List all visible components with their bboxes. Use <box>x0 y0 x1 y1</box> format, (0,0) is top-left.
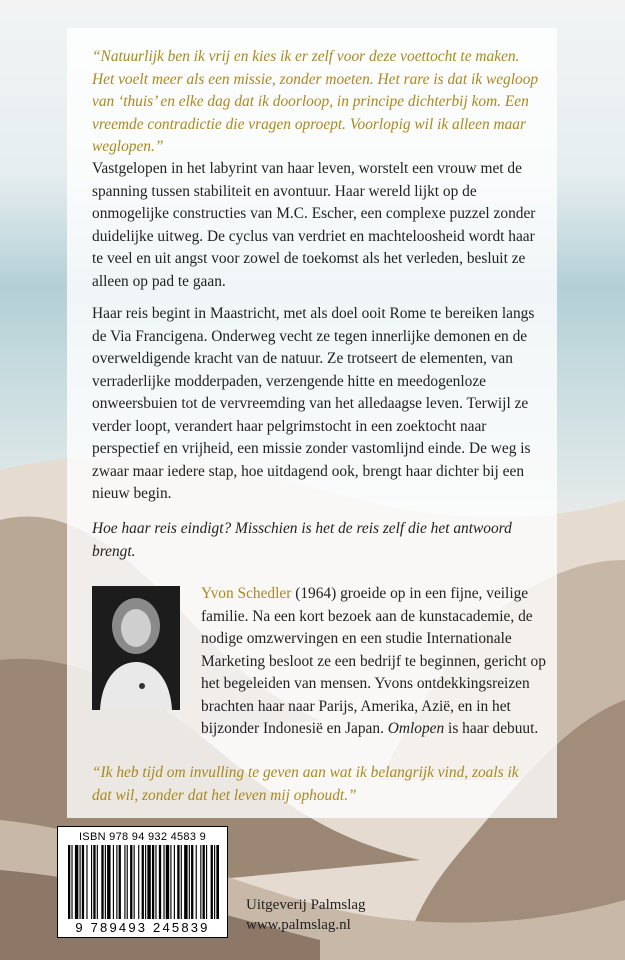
description-paragraph-2: Haar reis begint in Maastricht, met als doel ooit Rome te bereiken langs de Via Francigena. Onderweg vecht ze tegen innerlijke demonen en de overweldigende kracht van de natuur. Ze trotseert de elementen, van verraderlijke modderpaden, verzengende hitte en meedogenloze onweersbuien tot de vervreemding van het alledaagse leven. Terwijl ze verder loopt, verandert haar pelgrimstocht in een zoektocht naar perspectief en vrijheid, een missie zonder vastomlijnd einde. De weg is zwaar maar iedere stap, hoe uitdagend ook, brengt haar dichter bij een nieuw begin. <box>92 305 535 502</box>
barcode-bar <box>211 845 213 919</box>
barcode-bar <box>184 845 187 919</box>
author-name: Yvon Schedler <box>201 585 292 602</box>
barcode-bar <box>216 845 219 919</box>
publisher-name: Uitgeverij Palmslag <box>246 897 366 913</box>
barcode-bar <box>142 845 144 919</box>
barcode-bar <box>105 845 106 919</box>
barcode-bar <box>107 845 110 919</box>
barcode-box <box>57 826 228 938</box>
barcode-bars <box>68 845 219 919</box>
barcode-bar <box>97 845 98 919</box>
barcode-bar <box>206 845 207 919</box>
publisher-block <box>246 895 366 935</box>
barcode-bar <box>119 845 121 919</box>
barcode-bar <box>75 845 78 919</box>
barcode-bar <box>116 845 117 919</box>
barcode-bar <box>191 845 193 919</box>
closing-quote: “Ik heb tijd om invulling te geven aan wat ik belangrijk vind, zoals ik dat wil, zonder dat het leven mij ophoudt.” <box>92 764 519 804</box>
barcode-bar <box>93 845 95 919</box>
barcode-bar <box>155 845 156 919</box>
author-bio-text-1: (1964) groeide op in een fijne, veilige familie. Na een kort bezoek aan de kunstacademie, de nodige omzwervingen en een studie Internationale Marketing besloot ze een bedrijf te beginnen, gericht op het begeleiden van mensen. Yvons ontdekkingsreizen brachten haar naar Parijs, Amerika, Azië, en in het bijzonder Indonesië en Japan. <box>201 585 546 737</box>
author-photo <box>92 586 180 710</box>
barcode-bar <box>152 845 154 919</box>
author-bio <box>201 583 546 741</box>
barcode-bar <box>68 845 70 919</box>
barcode-bar <box>86 845 87 919</box>
closing-question: Hoe haar reis eindigt? Misschien is het de reis zelf die het antwoord brengt. <box>92 520 512 560</box>
barcode-bar <box>181 845 182 919</box>
barcode-bar <box>134 845 135 919</box>
barcode-bar <box>145 845 146 919</box>
barcode-bar <box>130 845 132 919</box>
opening-quote: “Natuurlijk ben ik vrij en kies ik er zelf voor deze voettocht te maken. Het voelt meer als een missie, zonder moeten. Het rare is dat ik wegloop van ‘thuis’ en elke dag dat ik doorloop, in principe dichterbij kom. Een vreemde contradictie die vragen oproept. Voorlopig wil ik alleen maar weglopen.” <box>92 48 539 155</box>
barcode-bar <box>166 845 169 919</box>
barcode-bar <box>214 845 215 919</box>
isbn-label: ISBN 978 94 932 4583 9 <box>78 831 207 843</box>
barcode-bar <box>124 845 125 919</box>
barcode-bar <box>163 845 164 919</box>
barcode-bar <box>159 845 161 919</box>
barcode-bar <box>138 845 139 919</box>
barcode-bar <box>101 845 103 919</box>
description-paragraph-1: Vastgelopen in het labyrint van haar leven, worstelt een vrouw met de spanning tussen stabiliteit en avontuur. Haar wereld lijkt op de onmogelijke constructies van M.C. Escher, een complexe puzzel zonder duidelijke uitweg. De cyclus van verdriet en machteloosheid wordt haar te veel en uit angst voor zowel de toekomst als het verleden, besluit ze alleen op pad te gaan. <box>92 160 536 290</box>
barcode-bar <box>203 845 205 919</box>
barcode-bar <box>147 845 150 919</box>
barcode-bar <box>200 845 201 919</box>
publisher-url[interactable]: www.palmslag.nl <box>246 917 351 933</box>
barcode-digits: 9 789493 245839 <box>75 920 210 935</box>
barcode-bar <box>170 845 171 919</box>
book-title: Omlopen <box>387 720 445 737</box>
barcode-bar <box>196 845 197 919</box>
barcode-bar <box>82 845 84 919</box>
barcode-bar <box>71 845 72 919</box>
barcode-bar <box>113 845 114 919</box>
barcode-bar <box>80 845 81 919</box>
barcode-bar <box>174 845 175 919</box>
barcode-bar <box>127 845 128 919</box>
barcode-bar <box>189 845 190 919</box>
barcode-bar <box>177 845 179 919</box>
barcode-bar <box>91 845 92 919</box>
author-bio-text-2: is haar debuut. <box>444 720 539 737</box>
